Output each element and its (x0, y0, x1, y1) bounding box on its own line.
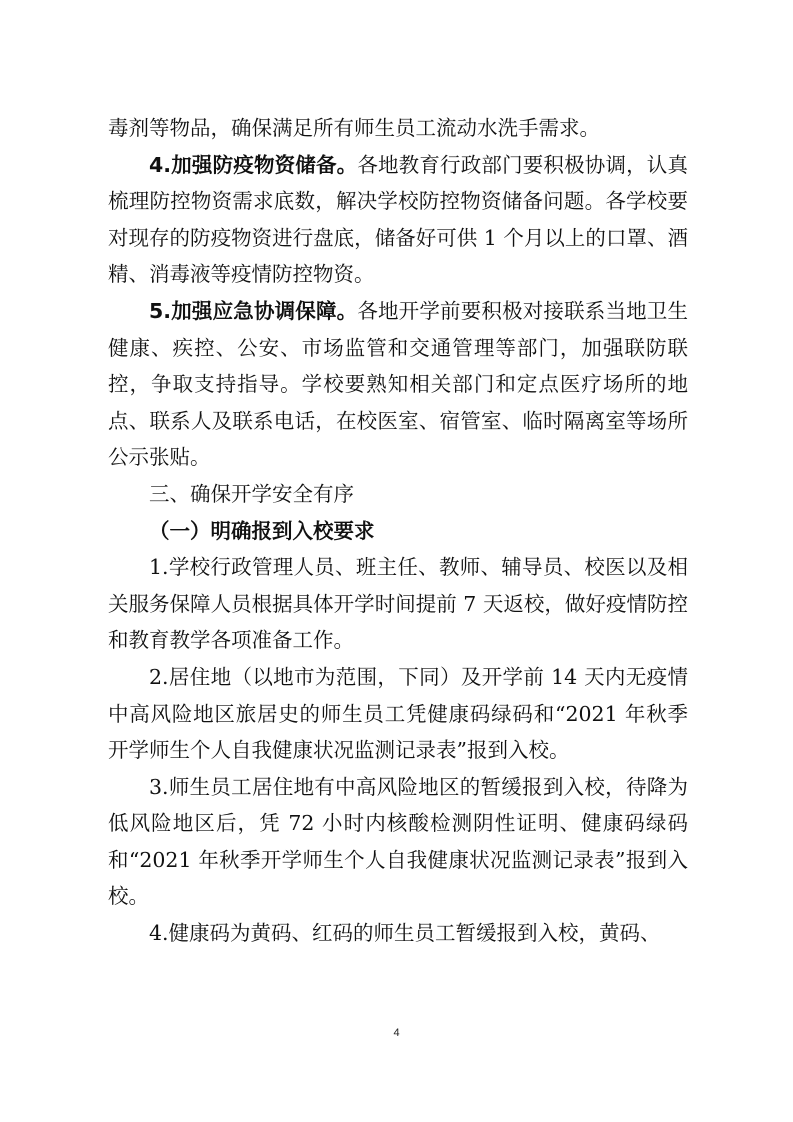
paragraph-emergency-coordination (108, 293, 688, 476)
paragraph-continuation: 毒剂等物品，确保满足所有师生员工流动水洗手需求。 (108, 116, 600, 140)
paragraph-body: 各地开学前要积极对接联系当地卫生健康、疾控、公安、市场监管和交通管理等部门，加强联防联控，争取支持指导。学校要熟知相关部门和定点医疗场所的地点、联系人及联系电话，在校医室、宿管室、临时隔离室等场所公示张贴。 (108, 298, 688, 470)
paragraph-body: 各地教育行政部门要积极协调，认真梳理防控物资需求底数，解决学校防控物资储备问题。各学校要对现存的防疫物资进行盘底，储备好可供 1 个月以上的口罩、酒精、消毒液等疫情防控物资。 (108, 152, 688, 287)
paragraph-lead-bold: 4.加强防疫物资储备。 (149, 152, 358, 177)
paragraph-item-3: 3.师生员工居住地有中高风险地区的暂缓报到入校，待降为低风险地区后，凭 72 小时内核酸检测阴性证明、健康码绿码和“2021 年秋季开学师生个人自我健康状况监测记录表”报到入校。 (108, 774, 688, 909)
paragraph-supplies-reserve (108, 147, 688, 293)
paragraph-item-4: 4.健康码为黄码、红码的师生员工暂缓报到入校，黄码、 (149, 921, 661, 946)
paragraph-item-2: 2.居住地（以地市为范围，下同）及开学前 14 天内无疫情中高风险地区旅居史的师生员工凭健康码绿码和“2021 年秋季开学师生个人自我健康状况监测记录表”报到入校。 (108, 664, 688, 763)
section-heading: 三、确保开学安全有序 (149, 481, 354, 506)
paragraph-item-1: 1.学校行政管理人员、班主任、教师、辅导员、校医以及相关服务保障人员根据具体开学时间提前 7 天返校，做好疫情防控和教育教学各项准备工作。 (108, 555, 688, 653)
paragraph-lead-bold: 5.加强应急协调保障。 (149, 298, 358, 323)
page-number: 4 (393, 1027, 400, 1039)
document-body (108, 110, 688, 952)
subsection-heading: （一）明确报到入校要求 (149, 518, 375, 543)
